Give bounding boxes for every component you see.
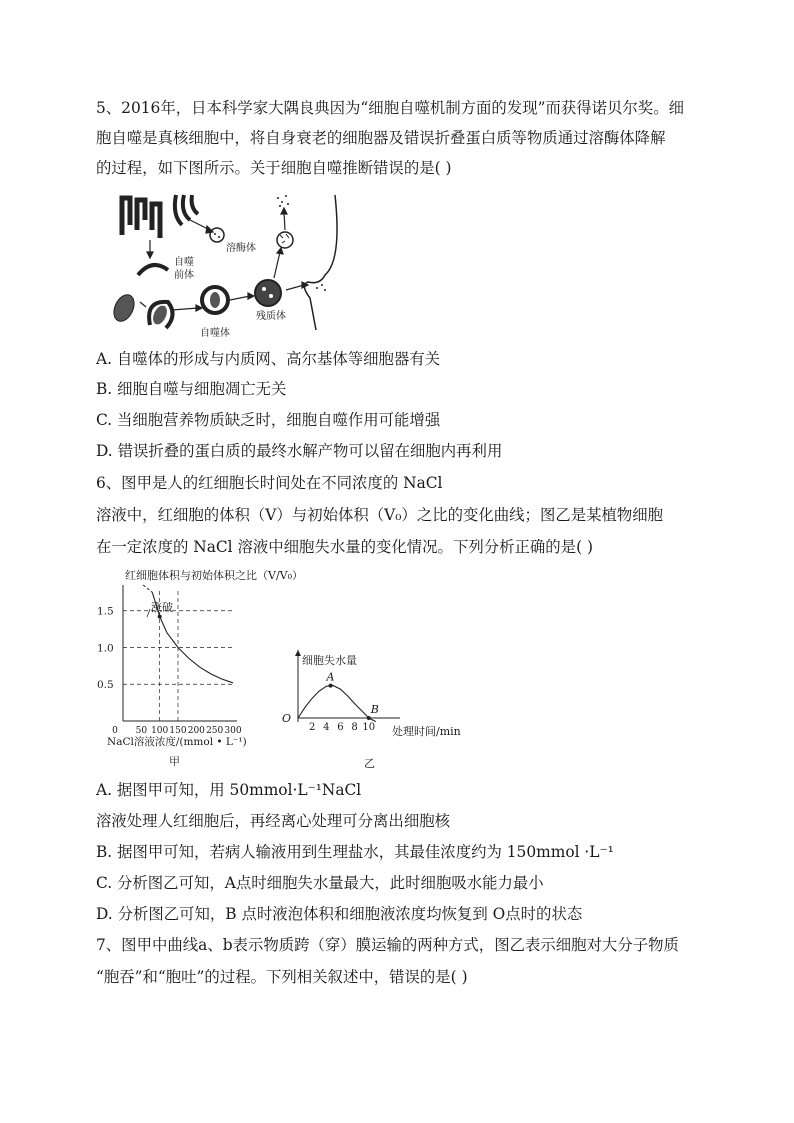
q6-option-a-line-2[interactable]: 溶液处理人红细胞后，再经离心处理可分离出细胞核 bbox=[96, 812, 450, 830]
chart-jia-ytick: 1.5 bbox=[97, 605, 114, 618]
label-residual-body: 残质体 bbox=[256, 311, 286, 322]
chart-jia-title: 红细胞体积与初始体积之比（V/V₀） bbox=[125, 569, 304, 582]
residual-body-icon bbox=[255, 280, 281, 306]
autophagy-diagram bbox=[110, 190, 350, 340]
chart-jia-xtick: 100 bbox=[151, 726, 169, 736]
q6-stem-line-1: 6、图甲是人的红细胞长时间处在不同浓度的 NaCl bbox=[96, 474, 443, 492]
chart-jia-xtick: 250 bbox=[206, 726, 224, 736]
golgi-icon bbox=[175, 195, 198, 225]
q5-stem-line-3: 的过程，如下图所示。关于细胞自噬推断错误的是( ) bbox=[96, 159, 452, 177]
q6-stem-line-2: 溶液中，红细胞的体积（V）与初始体积（V₀）之比的变化曲线；图乙是某植物细胞 bbox=[96, 506, 664, 524]
chart-jia-ytick: 1.0 bbox=[97, 642, 114, 655]
chart-jia-annotation: 涨破 bbox=[151, 601, 173, 614]
chart-yi-xtick: 6 bbox=[337, 722, 344, 733]
chart-yi-point bbox=[367, 716, 371, 720]
lysosome-icon bbox=[210, 228, 224, 242]
label-pre-1: 自噬 bbox=[174, 257, 194, 268]
chart-jia-xtick: 200 bbox=[187, 726, 205, 736]
phagophore-icon bbox=[138, 265, 168, 275]
chart-yi-xtick: 4 bbox=[323, 722, 330, 733]
q7-stem-line-1: 7、图甲中曲线a、b表示物质跨（穿）膜运输的两种方式，图乙表示细胞对大分子物质 bbox=[96, 936, 679, 954]
endoplasmic-reticulum-icon bbox=[122, 198, 160, 238]
chart-yi-point bbox=[329, 684, 333, 688]
chart-jia-xtick: 150 bbox=[169, 726, 187, 736]
chart-water-loss bbox=[280, 640, 490, 770]
mitochondrion-icon bbox=[110, 292, 138, 325]
chart-jia-caption: 甲 bbox=[169, 755, 180, 768]
chart-jia-xlabel: NaCl溶液浓度/(mmol • L⁻¹) bbox=[107, 736, 247, 748]
chart-jia-xtick: 50 bbox=[135, 726, 148, 736]
label-lysosome: 溶酶体 bbox=[226, 243, 256, 254]
chart-yi-curve bbox=[298, 686, 376, 722]
q5-stem-line-2: 胞自噬是真核细胞中，将自身衰老的细胞器及错误折叠蛋白质等物质通过溶酶体降解 bbox=[96, 129, 666, 147]
chart-jia-curve-extension bbox=[143, 585, 152, 592]
q6-option-d[interactable]: D. 分析图乙可知，B 点时液泡体积和细胞液浓度均恢复到 O点时的状态 bbox=[96, 905, 583, 923]
q6-option-a-line-1[interactable]: A. 据图甲可知，用 50mmol·L⁻¹NaCl bbox=[96, 781, 362, 799]
chart-yi-xlabel: 处理时间/min bbox=[392, 725, 461, 738]
chart-yi-point-label: B bbox=[370, 703, 379, 716]
label-pre-2: 前体 bbox=[174, 270, 194, 281]
chart-jia-burst-point bbox=[158, 615, 162, 619]
chart-jia-xtick: 0 bbox=[112, 726, 118, 736]
chart-jia-xtick: 300 bbox=[224, 726, 242, 736]
chart-yi-origin: O bbox=[282, 712, 292, 725]
q5-option-a[interactable]: A. 自噬体的形成与内质网、高尔基体等细胞器有关 bbox=[96, 350, 441, 368]
chart-yi-xtick: 8 bbox=[351, 722, 358, 733]
cell-membrane-icon bbox=[304, 195, 337, 330]
label-autophagosome: 自噬体 bbox=[200, 328, 230, 339]
chart-yi-caption: 乙 bbox=[364, 757, 375, 770]
q5-stem-line-1: 5、2016年，日本科学家大隅良典因为“细胞自噬机制方面的发现”而获得诺贝尔奖。细 bbox=[96, 99, 684, 117]
chart-rbc-volume bbox=[95, 565, 304, 770]
q6-option-c[interactable]: C. 分析图乙可知，A点时细胞失水量最大，此时细胞吸水能力最小 bbox=[96, 874, 544, 892]
q5-option-c[interactable]: C. 当细胞营养物质缺乏时，细胞自噬作用可能增强 bbox=[96, 411, 441, 429]
chart-yi-xtick: 2 bbox=[308, 722, 316, 733]
q5-option-d[interactable]: D. 错误折叠的蛋白质的最终水解产物可以留在细胞内再利用 bbox=[96, 442, 503, 460]
chart-yi-point-label: A bbox=[326, 670, 335, 684]
q6-stem-line-3: 在一定浓度的 NaCl 溶液中细胞失水量的变化情况。下列分析正确的是( ) bbox=[96, 538, 593, 556]
q7-stem-line-2: “胞吞”和“胞吐”的过程。下列相关叙述中，错误的是( ) bbox=[96, 968, 468, 986]
chart-yi-xtick: 10 bbox=[362, 722, 376, 733]
chart-yi-ylabel: 细胞失水量 bbox=[302, 654, 357, 667]
chart-yi-y-arrow bbox=[295, 650, 301, 656]
q6-option-b[interactable]: B. 据图甲可知，若病人输液用到生理盐水，其最佳浓度约为 150mmol ·L⁻¹ bbox=[96, 843, 614, 861]
chart-jia-ytick: 0.5 bbox=[97, 679, 114, 692]
q5-option-b[interactable]: B. 细胞自噬与细胞凋亡无关 bbox=[96, 380, 287, 398]
